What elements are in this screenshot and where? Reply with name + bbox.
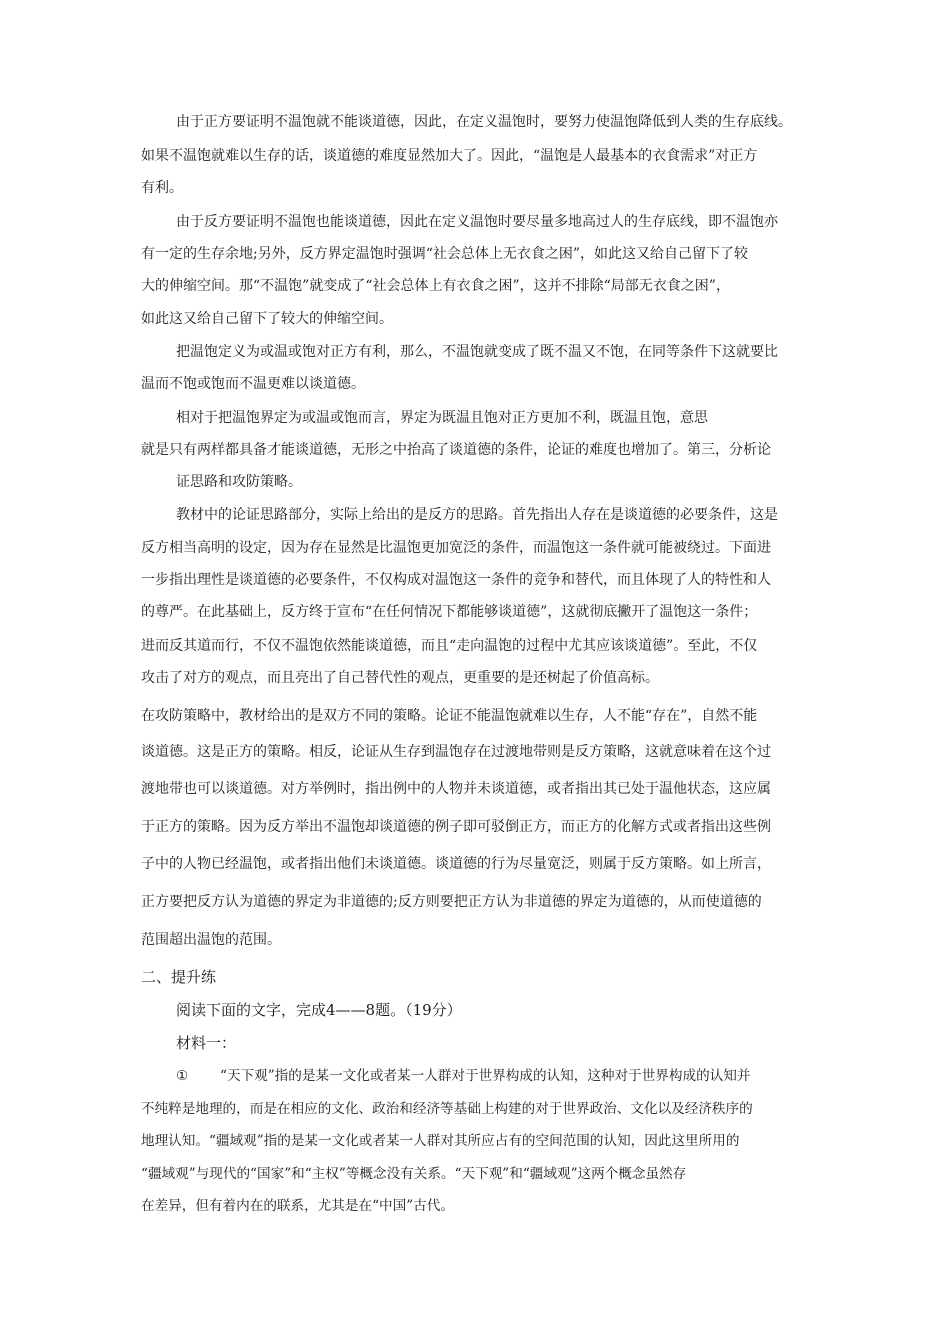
text-line: 教材中的论证思路部分，实际上给出的是反方的思路。首先指出人存在是谈道德的必要条件，这是 xyxy=(176,507,778,523)
text-line: 在攻防策略中，教材给出的是双方不同的策略。论证不能温饱就难以生存，人不能“存在”，自然不能 xyxy=(141,708,758,724)
text-line: 证思路和攻防策略。 xyxy=(176,474,302,490)
text-line: 的尊严。在此基础上，反方终于宣布“在任何情况下都能够谈道德”，这就彻底撇开了温饱这一条件； xyxy=(141,604,758,620)
text-line: 温而不饱或饱而不温更难以谈道德。 xyxy=(141,376,365,392)
text-line: 进而反其道而行，不仅不温饱依然能谈道德，而且“走向温饱的过程中尤其应该谈道德”。至此，不仅 xyxy=(141,638,758,654)
text-line: 子中的人物已经温饱，或者指出他们未谈道德。谈道德的行为尽量宽泛，则属于反方策略。如上所言， xyxy=(141,856,771,872)
material-label: 材料一： xyxy=(176,1034,237,1052)
text-line: 不纯粹是地理的，而是在相应的文化、政治和经济等基础上构建的对于世界政治、文化以及经济秩序的 xyxy=(141,1101,753,1117)
text-line: 有利。 xyxy=(141,180,183,196)
text-line: 大的伸缩空间。那“不温饱”就变成了“社会总体上有衣食之困”，这并不排除“局部无衣食之困”， xyxy=(141,278,730,294)
text-line: 把温饱定义为或温或饱对正方有利，那么，不温饱就变成了既不温又不饱，在同等条件下这就要比 xyxy=(176,344,778,360)
text-line: 一步指出理性是谈道德的必要条件，不仅构成对温饱这一条件的竞争和替代，而且体现了人的特性和人 xyxy=(141,572,771,588)
exercise-instruction: 阅读下面的文字，完成4——8题。（19分） xyxy=(176,1001,462,1019)
text-line: 渡地带也可以谈道德。对方举例时，指出例中的人物并未谈道德，或者指出其已处于温他状态，这应属 xyxy=(141,781,771,797)
text-line: 由于反方要证明不温饱也能谈道德，因此在定义温饱时要尽量多地高过人的生存底线，即不温饱亦 xyxy=(176,214,778,230)
text-line: 由于正方要证明不温饱就不能谈道德，因此，在定义温饱时，要努力使温饱降低到人类的生存底线。 xyxy=(176,114,792,130)
text-line: “疆域观”与现代的“国家”和“主权”等概念没有关系。“天下观”和“疆域观”这两个概念虽然存 xyxy=(141,1166,687,1182)
text-line: 反方相当高明的设定，因为存在显然是比温饱更加宽泛的条件，而温饱这一条件就可能被绕过。下面进 xyxy=(141,540,771,556)
text-line: “天下观”指的是某一文化或者某一人群对于世界构成的认知，这种对于世界构成的认知并 xyxy=(220,1068,751,1084)
text-line: 范围超出温饱的范围。 xyxy=(141,932,281,948)
text-line: 攻击了对方的观点，而且亮出了自己替代性的观点，更重要的是还树起了价值高标。 xyxy=(141,670,659,686)
text-line: 在差异，但有着内在的联系，尤其是在“中国”古代。 xyxy=(141,1198,454,1214)
text-line: 于正方的策略。因为反方举出不温饱却谈道德的例子即可驳倒正方，而正方的化解方式或者指出这些例 xyxy=(141,819,771,835)
circled-number: ① xyxy=(176,1068,189,1084)
text-line: 相对于把温饱界定为或温或饱而言，界定为既温且饱对正方更加不利，既温且饱，意思 xyxy=(176,410,708,426)
text-line: 就是只有两样都具备才能谈道德，无形之中抬高了谈道德的条件，论证的难度也增加了。第三，分析论 xyxy=(141,442,771,458)
text-line: 正方要把反方认为道德的界定为非道德的;反方则要把正方认为非道德的界定为道德的，从而使道德的 xyxy=(141,894,762,910)
text-line: 地理认知。“疆域观”指的是某一文化或者某一人群对其所应占有的空间范围的认知，因此这里所用的 xyxy=(141,1133,740,1149)
text-line: 如果不温饱就难以生存的话，谈道德的难度显然加大了。因此，“温饱是人最基本的衣食需求”对正方 xyxy=(141,148,758,164)
text-line: 谈道德。这是正方的策略。相反，论证从生存到温饱存在过渡地带则是反方策略，这就意味着在这个过 xyxy=(141,744,771,760)
text-line: 如此这又给自己留下了较大的伸缩空间。 xyxy=(141,311,393,327)
section-heading: 二、提升练 xyxy=(141,968,217,986)
text-line: 有一定的生存余地;另外，反方界定温饱时强调“社会总体上无衣食之困”，如此这又给自己留下了较 xyxy=(141,246,749,262)
